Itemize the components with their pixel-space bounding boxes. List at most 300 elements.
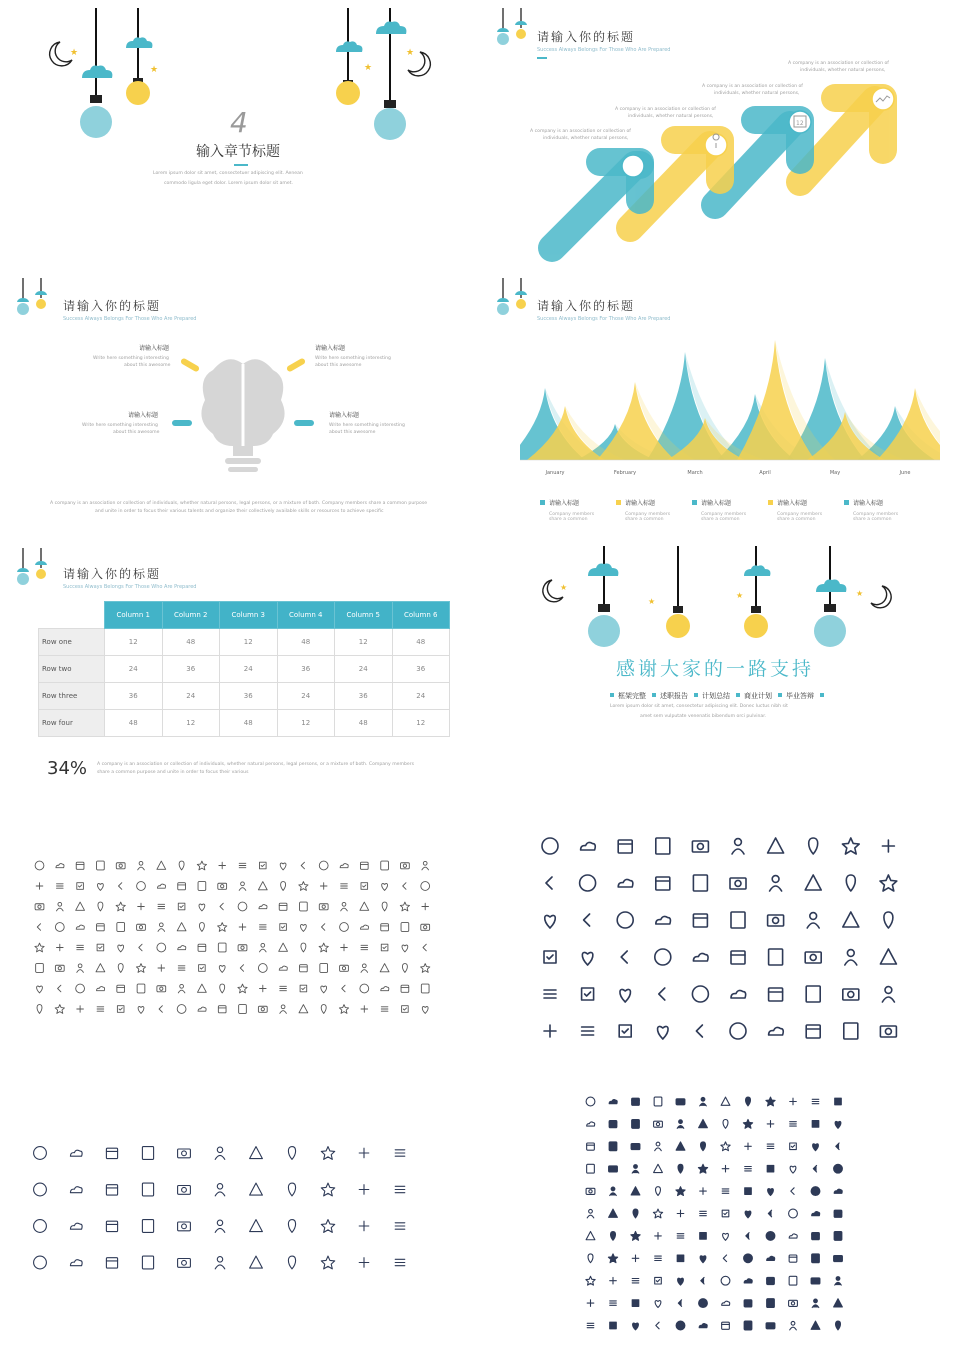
note-3-l1: A company is an association or collection of	[702, 84, 803, 89]
line-icon	[403, 883, 406, 890]
outline-bold-icon	[884, 912, 893, 928]
glyph-icon	[700, 1211, 707, 1215]
tag-dot	[820, 693, 824, 697]
title-underline	[234, 164, 248, 166]
legend-text-1: Company members	[625, 512, 671, 517]
glyph-icon	[789, 1300, 798, 1306]
outline-bold-icon	[696, 1025, 702, 1037]
line-icon	[421, 924, 430, 930]
table-cell: 24	[277, 683, 335, 710]
outline-bold-icon	[581, 842, 596, 850]
row-label: Row two	[39, 656, 105, 683]
outline-icon	[250, 1183, 263, 1195]
glyph-icon	[812, 1299, 819, 1307]
outline-icon	[359, 1185, 369, 1195]
outline-icon	[250, 1220, 263, 1232]
line-icon	[77, 1006, 84, 1013]
glyph-icon	[699, 1120, 708, 1128]
line-icon	[381, 987, 389, 991]
note-4-l1: A company is an association or collection of	[788, 61, 889, 66]
legend-text-1: Company members	[549, 512, 595, 517]
line-icon	[77, 964, 84, 972]
line-icon	[158, 904, 165, 908]
legend-text-2: share a common	[549, 517, 588, 522]
table-cell: 12	[335, 629, 393, 656]
outline-icon	[359, 1258, 369, 1268]
outline-bold-icon	[693, 875, 707, 891]
line-icon	[157, 943, 166, 952]
legend-text-2: share a common	[853, 517, 892, 522]
line-icon	[342, 985, 345, 992]
glyph-icon	[700, 1097, 707, 1105]
line-icon	[96, 964, 105, 972]
outline-icon	[34, 1220, 47, 1233]
outline-bold-icon	[545, 915, 556, 928]
table-cell: 12	[220, 629, 278, 656]
slide-title: 请输入你的标题	[63, 567, 162, 581]
line-icon	[422, 861, 429, 869]
item-text-tl-2: about this awesome	[124, 363, 171, 368]
line-icon	[299, 882, 308, 891]
mini-lamps	[14, 548, 54, 598]
outline-bold-icon	[768, 915, 784, 926]
line-icon	[137, 984, 145, 993]
tag-label: 框架完整	[618, 692, 646, 700]
table-cell: 12	[277, 710, 335, 737]
line-icon	[179, 861, 184, 870]
outline-icon	[70, 1223, 82, 1229]
outline-icon	[34, 1183, 47, 1196]
line-icon	[361, 964, 368, 972]
outline-bold-icon	[544, 951, 556, 963]
table-cell: 36	[335, 683, 393, 710]
line-icon	[401, 863, 410, 869]
glyph-icon	[677, 1234, 684, 1238]
glyph-icon	[631, 1144, 640, 1150]
outline-bold-icon	[546, 877, 552, 889]
glyph-icon	[834, 1189, 842, 1193]
outline-icon	[70, 1150, 82, 1156]
svg-text:★: ★	[150, 65, 159, 75]
outline-bold-icon	[617, 912, 633, 928]
glyph-icon	[609, 1142, 617, 1151]
slide-arrows	[480, 0, 960, 270]
legend-text-1: Company members	[853, 512, 899, 517]
glyph-icon	[834, 1299, 843, 1307]
outline-bold-icon	[769, 988, 783, 1001]
line-icon	[341, 884, 348, 888]
glyph-icon	[791, 1188, 794, 1195]
glyph-icon	[722, 1210, 729, 1217]
glyph-icon	[723, 1255, 726, 1262]
column-header: Column 3	[220, 602, 278, 629]
line-icon	[341, 902, 348, 910]
legend-swatch	[768, 500, 773, 505]
line-icon	[199, 923, 204, 932]
line-icon	[55, 965, 64, 971]
line-icon	[178, 984, 185, 992]
slide-brain	[0, 270, 480, 540]
line-icon	[421, 964, 430, 973]
line-icon	[55, 923, 64, 932]
glyph-icon	[836, 1143, 839, 1150]
line-icon	[178, 883, 186, 890]
line-icon	[77, 945, 84, 949]
line-icon	[36, 964, 44, 973]
line-icon	[300, 902, 308, 911]
line-icon	[137, 882, 146, 891]
glyph-icon	[744, 1321, 752, 1330]
legend-head: 请输入标题	[625, 500, 656, 507]
glyph-icon	[700, 1256, 706, 1263]
area-peak-yellow-1	[597, 382, 675, 460]
line-icon	[238, 984, 247, 993]
line-icon	[218, 1006, 226, 1013]
glyph-icon	[609, 1166, 618, 1172]
table-cell: 24	[105, 656, 163, 683]
outline-bold-icon	[805, 875, 821, 890]
svg-text:★: ★	[364, 63, 373, 73]
glyph-icon	[632, 1300, 639, 1307]
tag-dot	[736, 693, 740, 697]
mini-lamps	[494, 278, 534, 328]
line-icon	[198, 984, 207, 992]
outline-icon	[106, 1221, 117, 1231]
table-row	[39, 629, 450, 656]
glyph-icon	[790, 1143, 797, 1150]
line-icon	[239, 882, 246, 890]
tag-dot	[778, 693, 782, 697]
line-icon	[219, 862, 226, 869]
column-header: Column 5	[335, 602, 393, 629]
glyph-icon	[745, 1143, 752, 1150]
glyph-icon	[633, 1209, 638, 1218]
outline-icon	[395, 1186, 405, 1192]
line-icon	[77, 883, 84, 890]
legend-item	[768, 490, 840, 522]
glyph-icon	[700, 1188, 707, 1195]
line-icon	[157, 884, 165, 888]
table-cell: 24	[220, 656, 278, 683]
glyph-icon	[745, 1188, 752, 1195]
outline-bold-icon	[621, 951, 627, 963]
line-icon	[300, 965, 308, 972]
line-icon	[118, 964, 123, 973]
line-icon	[57, 902, 64, 910]
glyph-icon	[676, 1099, 685, 1105]
tag-label: 毕业答辩	[786, 692, 814, 700]
row-label: Row three	[39, 683, 105, 710]
svg-text:★: ★	[856, 589, 864, 598]
glyph-icon	[744, 1254, 753, 1263]
percent-value: 34%	[47, 758, 88, 779]
item-text-br-2: about this awesome	[329, 430, 376, 435]
outline-bold-icon	[882, 840, 894, 852]
glyph-icon	[790, 1166, 796, 1173]
slide-title: 请输入你的标题	[537, 30, 636, 44]
line-icon	[218, 923, 227, 932]
glyph-icon	[677, 1210, 684, 1217]
glyph-icon	[587, 1122, 595, 1126]
glyph-icon	[654, 1097, 662, 1106]
outline-bold-icon	[656, 838, 670, 854]
column-header: Column 4	[277, 602, 335, 629]
line-icon	[55, 1005, 64, 1014]
line-icon	[157, 986, 166, 992]
glyph-icon	[813, 1165, 816, 1172]
hanging-lamps-left	[40, 0, 210, 150]
table-row	[39, 710, 450, 737]
glyph-icon	[610, 1301, 617, 1305]
line-icon	[238, 945, 247, 951]
outline-icon	[395, 1259, 405, 1265]
legend-head: 请输入标题	[777, 500, 808, 507]
outline-bold-icon	[693, 914, 707, 927]
glyph-icon	[767, 1299, 775, 1308]
line-icon	[320, 883, 327, 890]
row-label: Row one	[39, 629, 105, 656]
glyph-icon	[789, 1234, 797, 1238]
line-icon	[260, 925, 267, 929]
table-cell: 12	[105, 629, 163, 656]
glyph-icon	[655, 1256, 662, 1260]
glyph-icon	[812, 1121, 819, 1128]
line-icon	[76, 984, 85, 993]
outline-icon	[70, 1187, 82, 1193]
outline-icon	[106, 1258, 117, 1268]
line-icon	[159, 1006, 162, 1013]
line-icon	[423, 944, 426, 951]
line-icon	[178, 966, 185, 970]
calendar-badge: 12	[796, 120, 804, 127]
glyph-icon	[790, 1321, 797, 1329]
glyph-icon	[677, 1120, 684, 1128]
table-cell: 24	[392, 683, 450, 710]
area-chart	[520, 330, 940, 480]
line-icon	[178, 903, 185, 910]
glyph-icon	[700, 1233, 707, 1240]
glyph-icon	[745, 1211, 751, 1218]
line-icon	[197, 861, 206, 870]
svg-text:★: ★	[736, 591, 744, 600]
outline-icon	[395, 1150, 405, 1156]
glyph-icon	[608, 1254, 617, 1263]
column-header: Column 2	[162, 602, 220, 629]
outline-bold-icon	[880, 1026, 896, 1037]
line-icon	[35, 861, 44, 870]
line-icon	[361, 883, 368, 890]
outline-bold-icon	[656, 916, 671, 924]
section-title: 输入章节标题	[196, 144, 280, 160]
glyph-icon	[655, 1301, 661, 1308]
outline-bold-icon	[769, 1027, 784, 1035]
slide-subtitle: Success Always Belongs For Those Who Are Prepared	[63, 584, 197, 590]
glyph-icon	[678, 1300, 681, 1307]
column-header: Column 6	[392, 602, 450, 629]
glyph-icon	[836, 1321, 841, 1330]
outline-icon	[288, 1183, 295, 1196]
line-icon	[98, 902, 103, 911]
thanks-desc-l2: amet sem vulputate venenatis bibendum orci pulvinar.	[640, 714, 767, 719]
glyph-icon	[677, 1255, 684, 1262]
table-cell: 36	[220, 683, 278, 710]
legend-head: 请输入标题	[549, 500, 580, 507]
glyph-icon	[767, 1256, 775, 1260]
table-cell: 24	[162, 683, 220, 710]
glyph-icon	[701, 1277, 704, 1284]
line-icon	[199, 965, 206, 972]
glyph-icon	[835, 1277, 842, 1285]
line-icon	[219, 965, 225, 972]
slide-subtitle: Success Always Belongs For Those Who Are Prepared	[63, 316, 197, 322]
slide-section-title	[0, 0, 480, 270]
glyph-icon	[790, 1122, 797, 1126]
glyph-icon	[811, 1278, 820, 1284]
glyph-icon	[789, 1255, 797, 1262]
table-cell: 12	[392, 710, 450, 737]
line-icon	[280, 924, 287, 931]
glyph-icon	[676, 1187, 685, 1196]
line-icon	[97, 924, 105, 931]
x-tick-label: April	[759, 470, 771, 476]
glyph-icon	[722, 1301, 730, 1305]
outline-icon	[142, 1183, 153, 1196]
glyph-icon	[587, 1323, 594, 1327]
section-desc-line1: Lorem ipsum dolor sit amet, consectetuer adipiscing elit. Aenean	[153, 171, 303, 176]
line-icon	[361, 1006, 368, 1013]
line-icon	[260, 943, 267, 951]
outline-icon	[178, 1186, 191, 1195]
svg-text:★: ★	[406, 48, 415, 58]
table-cell: 48	[277, 629, 335, 656]
line-icon	[319, 904, 328, 910]
outline-icon	[359, 1221, 369, 1231]
line-icon	[117, 1006, 124, 1013]
item-text-tl-1: Write here something interesting	[93, 356, 169, 361]
glyph-icon	[812, 1233, 820, 1240]
outline-icon	[288, 1220, 295, 1233]
outline-bold-icon	[582, 952, 593, 965]
line-icon	[339, 1005, 348, 1014]
tag-dot	[694, 693, 698, 697]
glyph-icon	[746, 1097, 751, 1106]
line-icon	[97, 944, 104, 951]
outline-icon	[106, 1185, 117, 1195]
slide-table	[0, 540, 480, 810]
line-icon	[360, 862, 368, 869]
line-icon	[360, 902, 369, 910]
section-number: 4	[230, 106, 248, 139]
x-tick-label: June	[899, 470, 911, 476]
thanks-desc-l1: Lorem ipsum dolor sit amet, consectetur adipiscing elit. Donec luctus nibh sit	[610, 704, 788, 709]
table-row	[39, 683, 450, 710]
glyph-icon	[676, 1142, 685, 1150]
icon-set-glyph	[585, 1096, 855, 1336]
outline-bold-icon	[732, 839, 744, 854]
outline-bold-icon	[731, 912, 745, 928]
line-icon	[402, 945, 408, 952]
line-icon	[279, 903, 287, 910]
outline-icon	[34, 1256, 47, 1269]
glyph-icon	[834, 1232, 842, 1241]
slide-title: 请输入你的标题	[63, 299, 162, 313]
outline-bold-icon	[842, 838, 859, 854]
icon-set-bold-outline	[540, 836, 920, 1066]
glyph-icon	[656, 1322, 659, 1329]
line-icon	[198, 1007, 206, 1011]
line-icon	[322, 924, 325, 931]
outline-icon	[178, 1149, 191, 1158]
line-icon	[116, 902, 125, 911]
outline-bold-icon	[580, 875, 596, 891]
line-icon	[280, 1005, 287, 1013]
line-icon	[340, 965, 349, 971]
line-icon	[198, 944, 206, 951]
note-2-l2: individuals, whether natural persons,	[628, 114, 714, 119]
table-cell: 36	[105, 683, 163, 710]
outline-bold-icon	[843, 912, 859, 927]
note-4-l2: individuals, whether natural persons,	[800, 68, 886, 73]
outline-bold-icon	[806, 986, 820, 1002]
line-icon	[37, 1005, 42, 1014]
line-icon	[35, 943, 44, 952]
line-icon	[320, 964, 328, 973]
glyph-icon	[676, 1321, 685, 1330]
line-icon	[119, 883, 122, 890]
line-icon	[281, 882, 286, 891]
table-cell: 12	[162, 710, 220, 737]
tag-dot	[610, 693, 614, 697]
line-icon	[300, 924, 306, 931]
line-icon	[239, 924, 246, 931]
line-icon	[199, 904, 205, 911]
glyph-icon	[721, 1097, 730, 1105]
footer-line2: and unite in order to focus their various talents and organize their collectively available skills or resources to achieve specific	[95, 509, 384, 514]
outline-bold-icon	[582, 988, 594, 1000]
outline-bold-icon	[768, 838, 784, 853]
glyph-icon	[767, 1165, 774, 1172]
outline-bold-icon	[619, 1025, 631, 1037]
outline-bold-icon	[542, 838, 558, 854]
line-icon	[258, 882, 267, 890]
outline-icon	[395, 1223, 405, 1229]
line-icon	[422, 903, 429, 910]
glyph-icon	[611, 1232, 616, 1241]
glyph-icon	[587, 1300, 594, 1307]
outline-bold-icon	[807, 913, 819, 928]
outline-bold-icon	[692, 841, 708, 852]
line-icon	[35, 904, 44, 910]
glyph-icon	[609, 1100, 617, 1104]
outline-icon	[321, 1256, 334, 1269]
line-icon	[381, 924, 389, 931]
outline-icon	[215, 1257, 225, 1269]
glyph-icon	[745, 1167, 752, 1171]
glyph-icon	[631, 1232, 640, 1241]
line-icon	[218, 943, 226, 952]
legend-swatch	[616, 500, 621, 505]
table-cell: 36	[277, 656, 335, 683]
svg-text:★: ★	[560, 583, 568, 592]
outline-bold-icon	[770, 876, 782, 891]
outline-bold-icon	[582, 1027, 594, 1035]
glyph-icon	[789, 1209, 798, 1218]
line-icon	[300, 985, 307, 992]
thanks-title: 感谢大家的一路支持	[616, 658, 815, 680]
glyph-icon	[610, 1187, 617, 1195]
glyph-icon	[722, 1165, 729, 1172]
legend-text-2: share a common	[625, 517, 664, 522]
